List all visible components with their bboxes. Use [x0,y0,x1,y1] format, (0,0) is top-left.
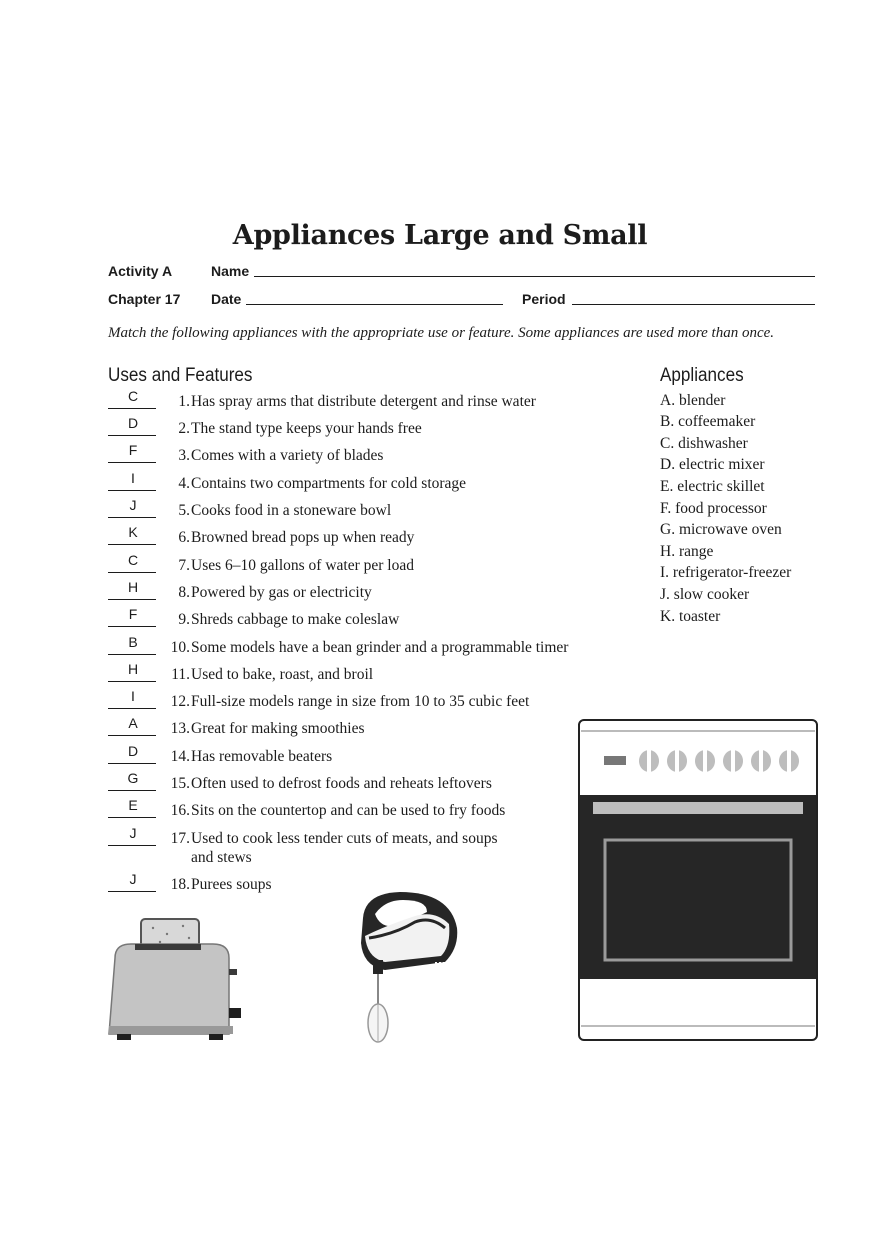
item-number: 16. [170,802,190,819]
appliance-option: J. slow cooker [660,586,750,603]
item-number: 14. [170,748,190,765]
answer-text: G [127,770,139,786]
answer-blank[interactable] [108,517,156,518]
answer-text: I [131,688,135,704]
item-text: Has removable beaters [191,748,333,765]
instructions: Match the following appliances with the appropriate use or feature. Some appliances are used more than once. [108,325,775,341]
item-number: 1. [178,393,190,410]
uses-heading: Uses and Features [108,365,253,386]
appliance-option: I. refrigerator-freezer [660,564,792,581]
answer-text: E [128,797,138,813]
item-text: Shreds cabbage to make coleslaw [191,611,400,628]
activity-label: Activity A [108,263,173,279]
answer-text: C [127,552,139,568]
answer-text: D [127,415,139,431]
period-label: Period [522,291,566,307]
item-text: Uses 6–10 gallons of water per load [191,557,414,574]
period-field[interactable] [572,304,815,305]
item-text: The stand type keeps your hands free [191,420,422,437]
item-number: 4. [178,475,190,492]
item-number: 15. [170,775,190,792]
item-number: 11. [171,666,190,683]
answer-text: I [131,470,135,486]
answer-blank[interactable] [108,845,156,846]
answer-blank[interactable] [108,435,156,436]
item-text: Browned bread pops up when ready [191,529,415,546]
answer-blank[interactable] [108,817,156,818]
answer-text: F [128,606,138,622]
appliances-heading: Appliances [660,365,744,386]
name-label: Name [211,263,250,279]
answer-text: H [127,661,139,677]
answer-blank[interactable] [108,572,156,573]
answer-blank[interactable] [108,681,156,682]
answer-blank[interactable] [108,599,156,600]
item-text: Some models have a bean grinder and a programmable timer [191,639,569,656]
toaster-illustration [105,914,245,1044]
item-number: 13. [170,720,190,737]
appliance-option: H. range [660,543,714,560]
answer-blank[interactable] [108,626,156,627]
answer-blank[interactable] [108,708,156,709]
item-number: 3. [178,447,190,464]
item-text: Full-size models range in size from 10 to 35 cubic feet [191,693,530,710]
date-field[interactable] [246,304,503,305]
answer-blank[interactable] [108,462,156,463]
answer-blank[interactable] [108,654,156,655]
range-stove-illustration [577,718,819,1043]
date-label: Date [211,291,242,307]
appliance-option: D. electric mixer [660,456,765,473]
item-number: 8. [178,584,190,601]
item-text: Contains two compartments for cold storage [191,475,467,492]
item-number: 2. [178,420,190,437]
answer-blank[interactable] [108,544,156,545]
appliance-option: F. food processor [660,500,767,517]
answer-text: K [128,524,138,540]
item-text: Comes with a variety of blades [191,447,384,464]
item-text: Sits on the countertop and can be used to fry foods [191,802,506,819]
item-number: 17. [170,830,190,847]
answer-text: D [127,743,139,759]
answer-blank[interactable] [108,790,156,791]
item-number: 18. [170,876,190,893]
item-text: Has spray arms that distribute detergent and rinse water [191,393,536,410]
item-number: 5. [178,502,190,519]
item-number: 12. [170,693,190,710]
answer-text: A [128,715,138,731]
answer-text: J [129,871,137,887]
appliance-option: A. blender [660,392,726,409]
answer-blank[interactable] [108,735,156,736]
item-number: 6. [178,529,190,546]
item-text: Often used to defrost foods and reheats leftovers [191,775,492,792]
appliance-option: G. microwave oven [660,521,782,538]
item-number: 10. [170,639,190,656]
item-text: Purees soups [191,876,272,893]
item-text: Cooks food in a stoneware bowl [191,502,392,519]
item-text: Great for making smoothies [191,720,365,737]
appliance-option: E. electric skillet [660,478,765,495]
item-text: Powered by gas or electricity [191,584,372,601]
answer-text: J [129,497,137,513]
answer-blank[interactable] [108,891,156,892]
answer-text: H [127,579,139,595]
hand-mixer-illustration [355,888,465,1046]
item-text-continued: and stews [191,849,252,866]
appliance-option: B. coffeemaker [660,413,756,430]
answer-text: C [127,388,139,404]
appliance-option: C. dishwasher [660,435,748,452]
item-number: 9. [178,611,190,628]
item-text: Used to bake, roast, and broil [191,666,374,683]
answer-text: J [129,825,137,841]
item-text: Used to cook less tender cuts of meats, and soups [191,830,498,847]
page-title: Appliances Large and Small [232,220,648,251]
answer-text: B [128,634,138,650]
answer-text: F [128,442,138,458]
answer-blank[interactable] [108,490,156,491]
item-number: 7. [178,557,190,574]
chapter-label: Chapter 17 [108,291,181,307]
answer-blank[interactable] [108,408,156,409]
appliance-option: K. toaster [660,608,721,625]
answer-blank[interactable] [108,763,156,764]
name-field[interactable] [254,276,815,277]
